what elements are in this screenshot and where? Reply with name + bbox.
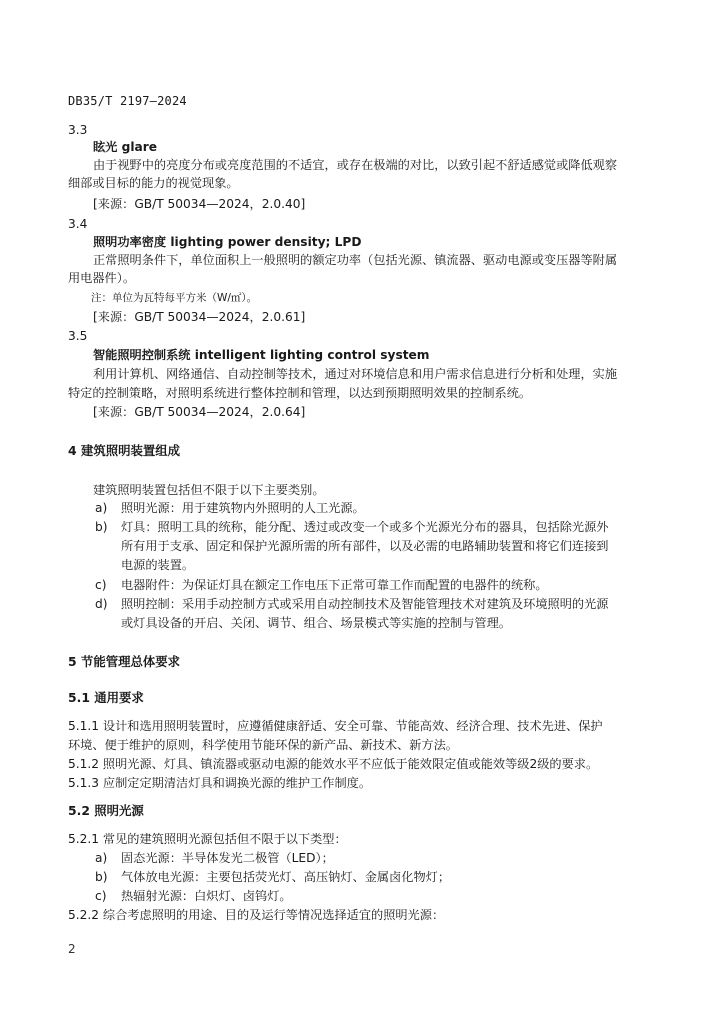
term-3-3-source: [来源：GB/T 50034—2024，2.0.40] bbox=[93, 197, 306, 211]
section-5-2-heading: 5.2 照明光源 bbox=[68, 803, 144, 818]
clause-5-2-1-item-a-label: a) bbox=[95, 851, 108, 865]
page-number: 2 bbox=[68, 942, 76, 956]
section-4-item-a-text: 照明光源：用于建筑物内外照明的人工光源。 bbox=[121, 501, 365, 515]
clause-5-1-3: 5.1.3 应制定定期清洁灯具和调换光源的维护工作制度。 bbox=[68, 776, 372, 790]
section-4-item-b-label: b) bbox=[95, 520, 108, 534]
section-4-item-b-text-line-2: 所有用于支承、固定和保护光源所需的所有部件，以及必需的电路辅助装置和将它们连接到 bbox=[121, 539, 609, 553]
section-4-intro: 建筑照明装置包括但不限于以下主要类别。 bbox=[93, 483, 325, 497]
term-3-4-title: 照明功率密度 lighting power density; LPD bbox=[93, 235, 362, 249]
clause-5-1-1-line-2: 环境、便于维护的原则，科学使用节能环保的新产品、新技术、新方法。 bbox=[68, 738, 458, 752]
term-3-3-definition-line-1: 由于视野中的亮度分布或亮度范围的不适宜，或存在极端的对比，以致引起不舒适感觉或降低观察 bbox=[93, 158, 618, 172]
term-3-3-definition-line-2: 细部或目标的能力的视觉现象。 bbox=[68, 176, 239, 190]
term-3-3-number: 3.3 bbox=[68, 123, 88, 137]
term-3-3-title: 眩光 glare bbox=[93, 140, 158, 154]
clause-5-2-1-item-b-label: b) bbox=[95, 870, 108, 884]
term-3-5-title: 智能照明控制系统 intelligent lighting control system bbox=[93, 348, 430, 362]
section-4-item-a-label: a) bbox=[95, 501, 108, 515]
section-5-1-heading: 5.1 通用要求 bbox=[68, 690, 144, 705]
section-5-heading: 5 节能管理总体要求 bbox=[68, 654, 181, 669]
standard-code: DB35/T 2197—2024 bbox=[68, 94, 187, 108]
term-3-4-note: 注：单位为瓦特每平方米（W/㎡）。 bbox=[91, 292, 258, 304]
term-3-4-source: [来源：GB/T 50034—2024，2.0.61] bbox=[93, 310, 306, 324]
term-3-5-definition-line-1: 利用计算机、网络通信、自动控制等技术，通过对环境信息和用户需求信息进行分析和处理，实施 bbox=[93, 367, 618, 381]
clause-5-2-1-item-b-text: 气体放电光源：主要包括荧光灯、高压钠灯、金属卤化物灯； bbox=[121, 870, 451, 884]
section-4-item-d-label: d) bbox=[95, 597, 108, 611]
term-3-5-definition-line-2: 特定的控制策略，对照明系统进行整体控制和管理，以达到预期照明效果的控制系统。 bbox=[68, 386, 532, 400]
clause-5-1-1-line-1: 5.1.1 设计和选用照明装置时，应遵循健康舒适、安全可靠、节能高效、经济合理、技术先进、保护 bbox=[68, 719, 603, 733]
term-3-5-source: [来源：GB/T 50034—2024，2.0.64] bbox=[93, 405, 306, 419]
clause-5-2-2: 5.2.2 综合考虑照明的用途、目的及运行等情况选择适宜的照明光源： bbox=[68, 908, 445, 922]
section-4-heading: 4 建筑照明装置组成 bbox=[68, 443, 181, 458]
section-4-item-b-text-line-3: 电源的装置。 bbox=[121, 558, 195, 572]
section-4-item-b-text-line-1: 灯具：照明工具的统称，能分配、透过或改变一个或多个光源光分布的器具，包括除光源外 bbox=[121, 520, 609, 534]
term-3-5-number: 3.5 bbox=[68, 329, 88, 343]
clause-5-1-2: 5.1.2 照明光源、灯具、镇流器或驱动电源的能效水平不应低于能效限定值或能效等级2级的要求。 bbox=[68, 757, 599, 771]
clause-5-2-1-item-a-text: 固态光源：半导体发光二极管（LED）； bbox=[121, 851, 334, 865]
section-4-item-c-label: c) bbox=[95, 578, 107, 592]
term-3-4-definition-line-1: 正常照明条件下，单位面积上一般照明的额定功率（包括光源、镇流器、驱动电源或变压器等附属 bbox=[93, 253, 618, 267]
term-3-4-definition-line-2: 用电器件）。 bbox=[68, 271, 136, 285]
section-4-item-c-text: 电器附件：为保证灯具在额定工作电压下正常可靠工作而配置的电器件的统称。 bbox=[121, 578, 548, 592]
clause-5-2-1-item-c-label: c) bbox=[95, 889, 107, 903]
section-4-item-d-text-line-2: 或灯具设备的开启、关闭、调节、组合、场景模式等实施的控制与管理。 bbox=[121, 616, 511, 630]
clause-5-2-1-item-c-text: 热辐射光源：白炽灯、卤钨灯。 bbox=[121, 889, 292, 903]
clause-5-2-1: 5.2.1 常见的建筑照明光源包括但不限于以下类型： bbox=[68, 832, 347, 846]
section-4-item-d-text-line-1: 照明控制：采用手动控制方式或采用自动控制技术及智能管理技术对建筑及环境照明的光源 bbox=[121, 597, 609, 611]
term-3-4-number: 3.4 bbox=[68, 217, 88, 231]
